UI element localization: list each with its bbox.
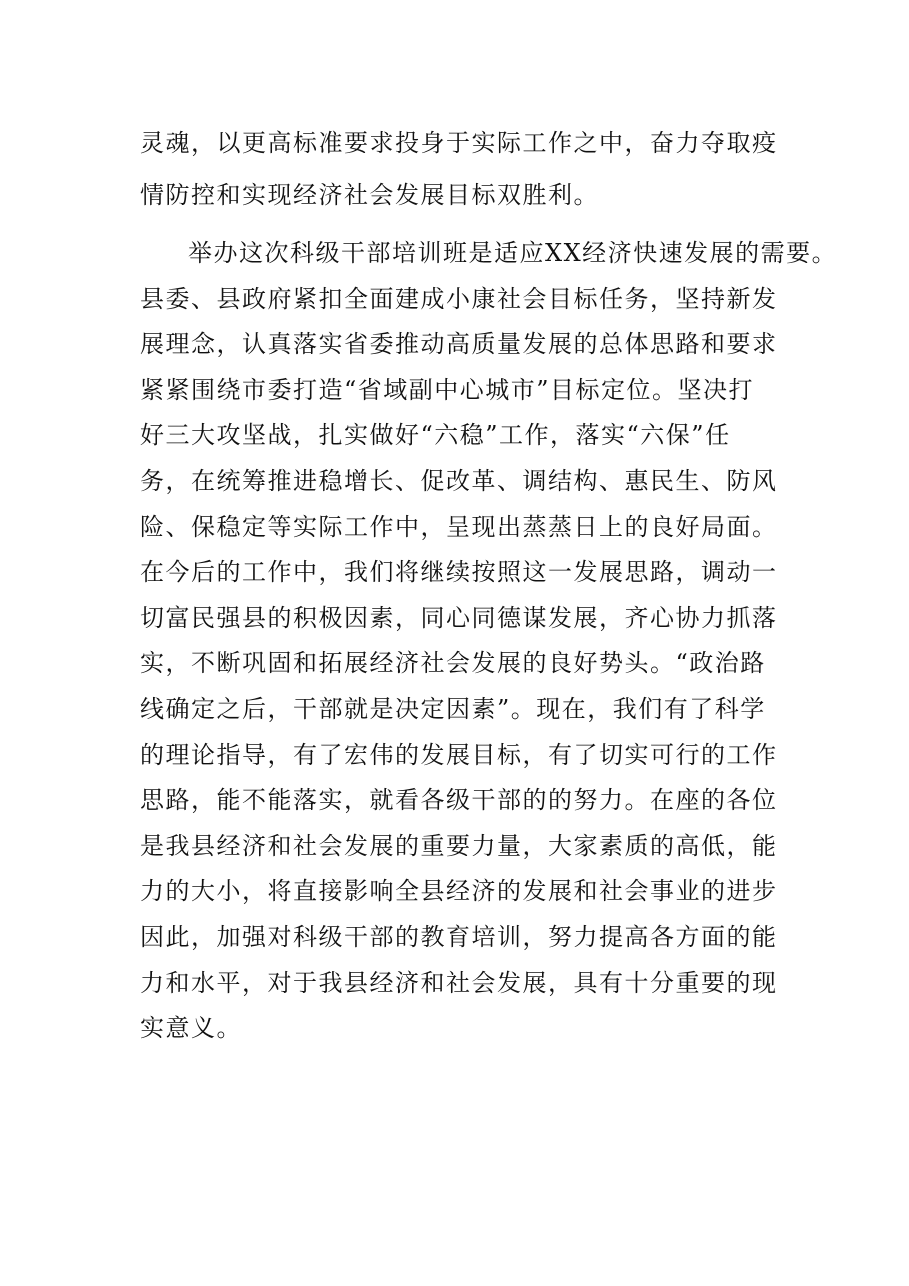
text-line: 好三大攻坚战，扎实做好“六稳”工作，落实“六保”任 [140, 421, 731, 450]
text-line: 紧紧围绕市委打造“省域副中心城市”目标定位。坚决打 [140, 375, 755, 404]
text-line: 因此，加强对科级干部的教育培训，努力提高各方面的能 [140, 923, 778, 951]
text-line: 切富民强县的积极因素，同心同德谋发展，齐心协力抓落 [140, 603, 778, 632]
text-line: 的理论指导，有了宏伟的发展目标，有了切实可行的工作 [140, 740, 778, 769]
text-line: 力和水平，对于我县经济和社会发展，具有十分重要的现 [140, 968, 778, 997]
text-line: 线确定之后，干部就是决定因素”。现在，我们有了科学 [140, 695, 766, 723]
text-line: 险、保稳定等实际工作中，呈现出蒸蒸日上的良好局面。 [140, 512, 778, 541]
text-line: 在今后的工作中，我们将继续按照这一发展思路，调动一 [140, 558, 778, 587]
text-line: 情防控和实现经济社会发展目标双胜利。 [140, 181, 599, 209]
text-line: 举办这次科级干部培训班是适应XX经济快速发展的需要。 [188, 239, 838, 267]
text-line: 实意义。 [140, 1014, 242, 1043]
text-line: 思路，能不能落实，就看各级干部的的努力。在座的各位 [140, 786, 778, 815]
text-line: 是我县经济和社会发展的重要力量，大家素质的高低，能 [140, 831, 778, 860]
text-line: 县委、县政府紧扣全面建成小康社会目标任务，坚持新发 [140, 284, 778, 313]
text-line: 力的大小，将直接影响全县经济的发展和社会事业的进步 [140, 877, 778, 906]
text-line: 灵魂，以更高标准要求投身于实际工作之中，奋力夺取疫 [140, 129, 778, 157]
text-line: 实，不断巩固和拓展经济社会发展的良好势头。“政治路 [140, 649, 766, 678]
text-line: 务，在统筹推进稳增长、促改革、调结构、惠民生、防风 [140, 467, 778, 495]
text-line: 展理念，认真落实省委推动高质量发展的总体思路和要求 [140, 330, 778, 359]
